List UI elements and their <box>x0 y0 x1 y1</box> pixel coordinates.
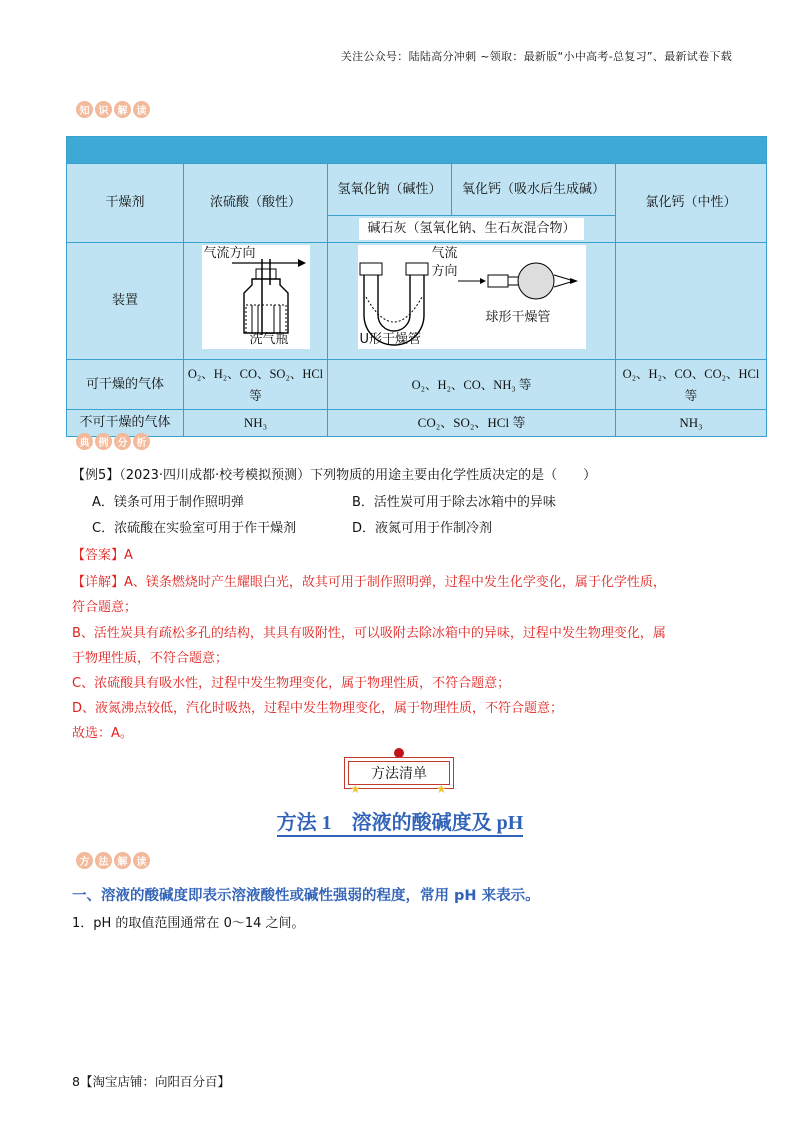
cell-naoh: 氢氧化钠（碱性） <box>328 164 452 216</box>
method-title <box>0 806 800 835</box>
badge-char: 解 <box>114 101 131 118</box>
knowledge-badge <box>76 101 150 118</box>
detail-line-5: 故选：A。 <box>72 726 133 741</box>
detail-line-1b: 符合题意； <box>72 600 138 615</box>
star-icon: ★ <box>436 782 447 796</box>
desiccant-table <box>66 136 767 437</box>
cell-empty-device <box>616 243 767 360</box>
flow-direction-label: 气流方向 <box>203 246 256 261</box>
detail-line-2b: 于物理性质，不符合题意； <box>72 651 229 666</box>
page-header: 关注公众号：陆陆高分冲刺 ~领取：最新版“小中高考-总复习”、最新试卷下载 <box>340 50 732 63</box>
option-b: B．活性炭可用于除去冰箱中的异味 <box>352 495 556 510</box>
wash-bottle-figure <box>202 245 310 349</box>
soda-lime-label: 碱石灰（氢氧化钠、生石灰混合物） <box>359 218 583 240</box>
option-d: D．液氮可用于作制冷剂 <box>352 521 493 536</box>
cell-cacl2: 氯化钙（中性） <box>616 164 767 243</box>
wash-bottle-label: 洗气瓶 <box>249 332 289 347</box>
badge-char: 知 <box>76 101 93 118</box>
cell-cao: 氧化钙（吸水后生成碱） <box>452 164 616 216</box>
cell-base-dryable: O₂、H₂、CO、NH₃ 等 <box>328 360 616 410</box>
badge-char: 识 <box>95 101 112 118</box>
detail-line-3: C、浓硫酸具有吸水性，过程中发生物理变化，属于物理性质，不符合题意； <box>72 676 511 691</box>
page-footer: 8【淘宝店铺：向阳百分百】 <box>72 1074 230 1089</box>
method-list-label: 方法清单 <box>371 766 427 782</box>
badge-char: 法 <box>95 852 112 869</box>
question-stem: 【例5】（2023·四川成都·校考模拟预测）下列物质的用途主要由化学性质决定的是（ ） <box>72 468 597 483</box>
star-icon: ★ <box>350 782 361 796</box>
list-item-1: 1．pH 的取值范围通常在 0～14 之间。 <box>72 916 305 931</box>
detail-line-1: 【详解】A、镁条燃烧时产生耀眼白光，故其可用于制作照明弹，过程中发生化学变化，属于化学性质， <box>72 575 666 590</box>
method-title-text: 方法 1 溶液的酸碱度及 pH <box>277 812 524 837</box>
row-label-non-dryable: 不可干燥的气体 <box>67 410 184 437</box>
flow-label-1: 气流 <box>431 246 458 261</box>
cell-acid-desiccant: 浓硫酸（酸性） <box>184 164 328 243</box>
row-label-desiccant: 干燥剂 <box>67 164 184 243</box>
cell-cacl2-dryable: O₂、H₂、CO、CO₂、HCl 等 <box>616 360 767 410</box>
badge-char: 例 <box>95 433 112 450</box>
u-tube-label: U形干燥管 <box>359 332 422 347</box>
option-c: C．浓硫酸在实验室可用于作干燥剂 <box>92 521 297 536</box>
cell-acid-non-dryable: NH₃ <box>184 410 328 437</box>
badge-char: 分 <box>114 433 131 450</box>
example-badge <box>76 433 150 450</box>
section-heading: 一、溶液的酸碱度即表示溶液酸性或碱性强弱的程度，常用 pH 来表示。 <box>72 888 540 904</box>
cell-acid-dryable: O₂、H₂、CO、SO₂、HCl 等 <box>184 360 328 410</box>
badge-char: 读 <box>133 101 150 118</box>
ball-tube-label: 球形干燥管 <box>485 310 551 325</box>
cell-soda-lime <box>328 216 616 243</box>
detail-line-2: B、活性炭具有疏松多孔的结构，其具有吸附性，可以吸附去除冰箱中的异味，过程中发生物理变化，属 <box>72 626 666 641</box>
cell-base-non-dryable: CO₂、SO₂、HCl 等 <box>328 410 616 437</box>
badge-char: 解 <box>114 852 131 869</box>
badge-char: 析 <box>133 433 150 450</box>
badge-char: 读 <box>133 852 150 869</box>
option-a: A．镁条可用于制作照明弹 <box>92 495 244 510</box>
drying-tubes-figure <box>358 245 586 349</box>
badge-char: 方 <box>76 852 93 869</box>
cell-wash-bottle <box>184 243 328 360</box>
answer: 【答案】A <box>72 548 133 563</box>
badge-char: 典 <box>76 433 93 450</box>
cell-cacl2-non-dryable: NH₃ <box>616 410 767 437</box>
row-label-device: 装置 <box>67 243 184 360</box>
row-label-dryable: 可干燥的气体 <box>67 360 184 410</box>
method-badge <box>76 852 150 869</box>
cell-drying-tubes <box>328 243 616 360</box>
flow-label-2: 方向 <box>431 264 458 279</box>
detail-line-4: D、液氮沸点较低，汽化时吸热，过程中发生物理变化，属于物理性质，不符合题意； <box>72 701 564 716</box>
table-header-bar <box>67 137 767 164</box>
